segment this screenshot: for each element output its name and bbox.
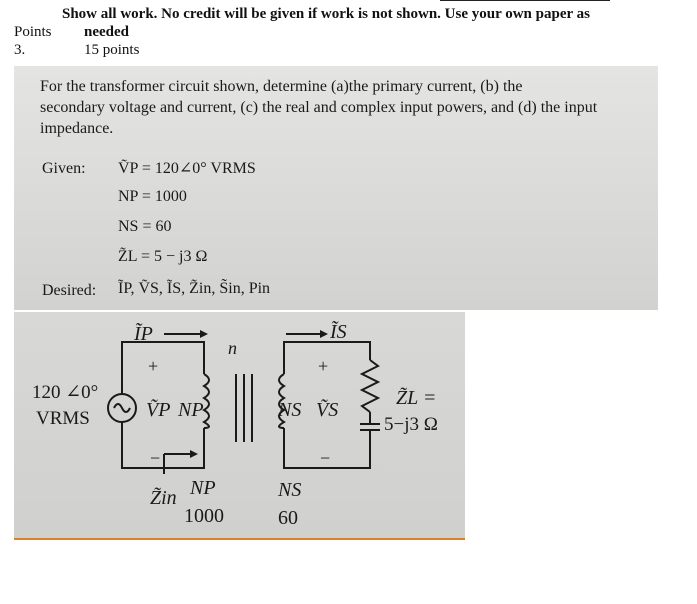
load-resistor-icon <box>362 360 378 412</box>
vp-label: ṼP <box>146 399 171 421</box>
np-bottom-label: NP <box>190 477 216 499</box>
secondary-plus: + <box>318 356 329 376</box>
ns-value: 60 <box>278 507 298 529</box>
primary-top-wire <box>122 342 204 374</box>
np-value: 1000 <box>184 505 224 527</box>
given-ns: NS = 60 <box>118 218 172 235</box>
given-zl: Z̃L = 5 − j3 Ω <box>118 248 208 265</box>
header-rule <box>440 0 610 1</box>
ip-label: ĨP <box>134 323 153 345</box>
np-label: NP <box>178 399 204 421</box>
zin-label: Z̃in <box>150 487 177 509</box>
given-label: Given: <box>42 160 86 177</box>
prompt-line-3: impedance. <box>40 120 114 137</box>
prompt-line-1: For the transformer circuit shown, determine (a)the primary current, (b) the <box>40 78 523 95</box>
header-instructions: Show all work. No credit will be given if work is not shown. Use your own paper as <box>62 6 590 22</box>
vs-label: ṼS <box>316 399 339 421</box>
question-number: 3. <box>14 42 26 58</box>
points-label: Points <box>14 24 52 40</box>
ns-label: NS <box>278 399 302 421</box>
problem-photo <box>14 66 658 310</box>
primary-coil-icon <box>204 374 209 428</box>
given-np: NP = 1000 <box>118 188 187 205</box>
prompt-line-2: secondary voltage and current, (c) the real and complex input powers, and (d) the input <box>40 99 598 116</box>
image-bottom-border <box>14 538 465 540</box>
primary-plus: + <box>148 356 159 376</box>
ns-bottom-label: NS <box>278 479 302 501</box>
desired-values: ĨP, ṼS, ĨS, Z̃in, S̃in, Pin <box>118 280 271 297</box>
zl-value: 5−j3 Ω <box>384 414 438 435</box>
is-label: ĨS <box>330 321 347 343</box>
primary-minus: − <box>150 448 161 468</box>
given-vp: ṼP = 120∠0° VRMS <box>118 160 256 177</box>
needed-label: needed <box>84 24 129 40</box>
desired-label: Desired: <box>42 282 97 299</box>
turns-label: n <box>228 338 237 358</box>
zl-label: Z̃L = <box>396 387 437 409</box>
source-value: 120 ∠0° <box>32 382 99 403</box>
question-points: 15 points <box>84 42 140 58</box>
transformer-circuit <box>14 312 465 538</box>
secondary-minus: − <box>320 448 331 468</box>
circuit-diagram <box>14 312 465 538</box>
source-unit: VRMS <box>36 408 90 429</box>
